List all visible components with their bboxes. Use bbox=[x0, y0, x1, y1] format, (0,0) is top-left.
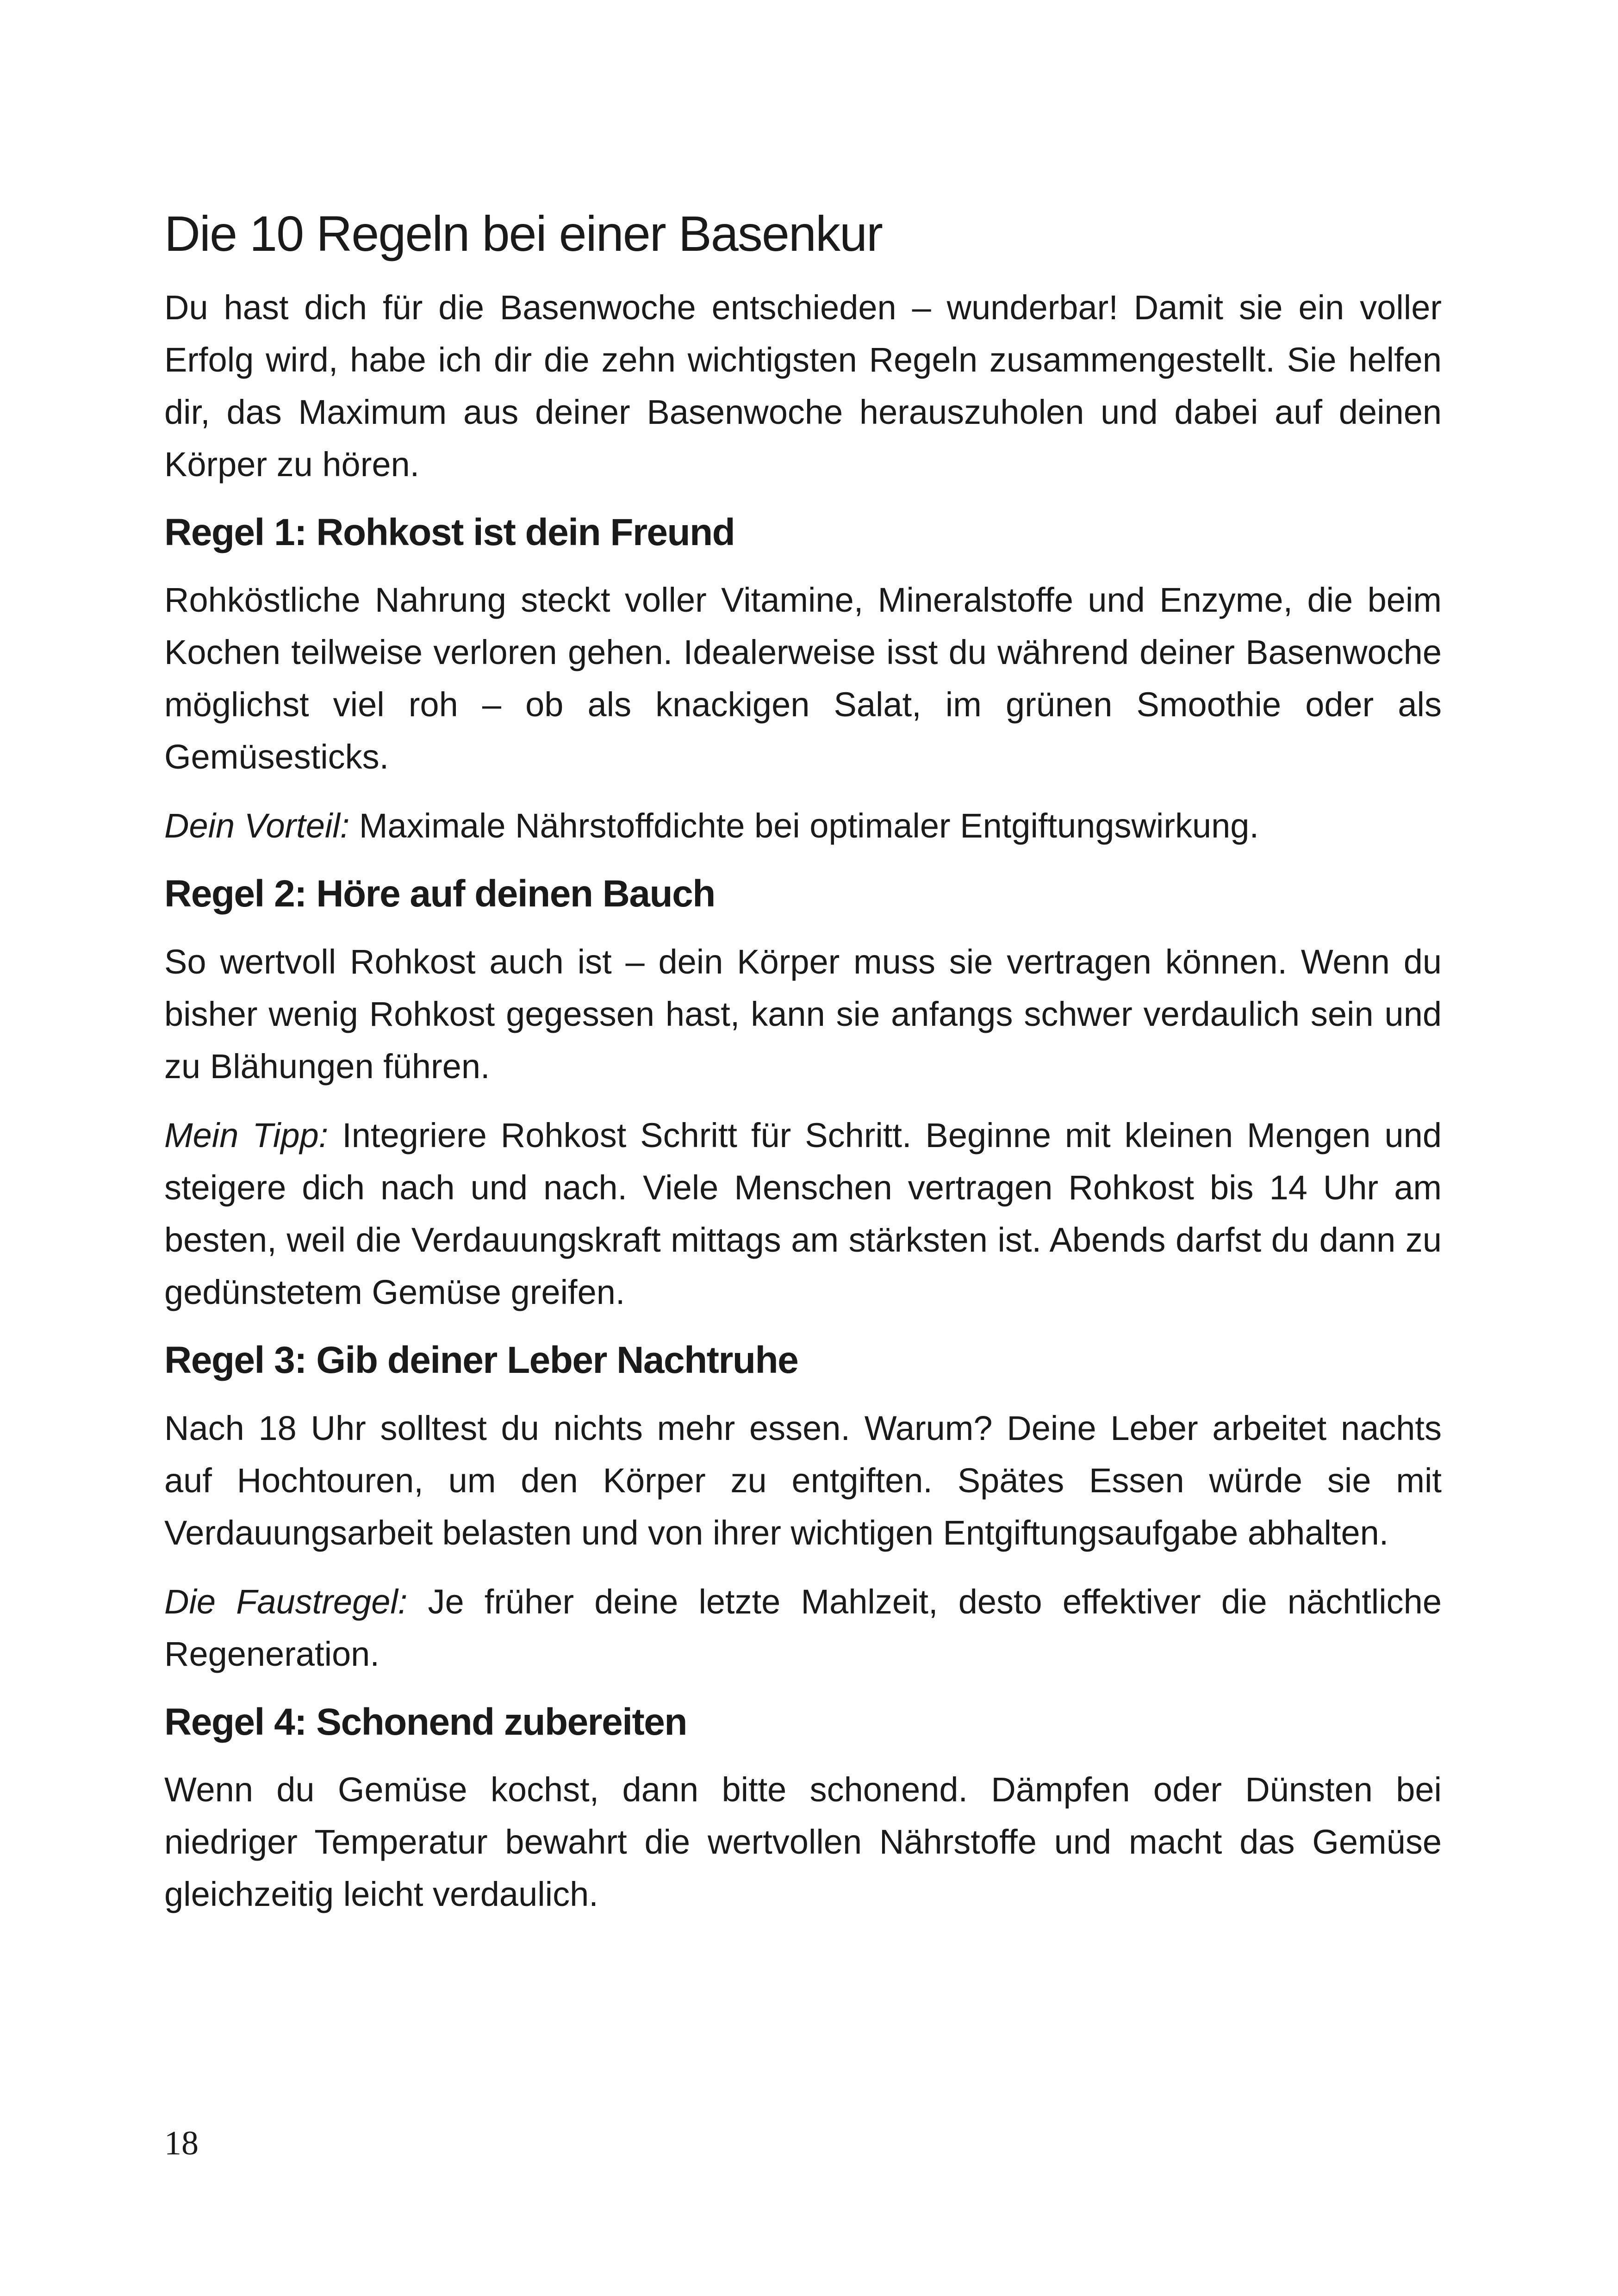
rule-1-note-lead: Dein Vorteil: bbox=[164, 807, 350, 845]
rule-2-body: So wertvoll Rohkost auch ist – dein Körper muss sie vertragen können. Wenn du bisher wenig Rohkost gegessen hast, kann sie anfangs schwer verdaulich sein und zu Blähungen führen. bbox=[164, 942, 1442, 1086]
page-title: Die 10 Regeln bei einer Basenkur bbox=[164, 205, 882, 261]
rule-2-note bbox=[164, 1109, 1442, 1318]
page-content bbox=[164, 204, 1442, 1937]
rule-4-heading: Regel 4: Schonend zubereiten bbox=[164, 1700, 687, 1743]
rule-3-note bbox=[164, 1576, 1442, 1680]
rule-2-note-text: Integriere Rohkost Schritt für Schritt. Beginne mit kleinen Mengen und steigere dich nach und nach. Viele Menschen vertragen Rohkost bis 14 Uhr am besten, weil die Verdauungskraft mittags am stärksten ist. Abends darfst du dann zu gedünstetem Gemüse greifen. bbox=[164, 1116, 1442, 1311]
rule-4-body: Wenn du Gemüse kochst, dann bitte schonend. Dämpfen oder Dünsten bei niedriger Temperatur bewahrt die wertvollen Nährstoffe und macht das Gemüse gleichzeitig leicht verdaulich. bbox=[164, 1770, 1442, 1914]
intro-paragraph: Du hast dich für die Basenwoche entschieden – wunderbar! Damit sie ein voller Erfolg wird, habe ich dir die zehn wichtigsten Regeln zusammengestellt. Sie helfen dir, das Maximum aus deiner Basenwoche herauszuholen und dabei auf deinen Körper zu hören. bbox=[164, 288, 1442, 484]
rule-1-body: Rohköstliche Nahrung steckt voller Vitamine, Mineralstoffe und Enzyme, die beim Kochen teilweise verloren gehen. Idealerweise isst du während deiner Basenwoche möglichst viel roh – ob als knackigen Salat, im grünen Smoothie oder als Gemüsesticks. bbox=[164, 581, 1442, 776]
rule-1-note bbox=[164, 800, 1442, 852]
rule-3-note-lead: Die Faustregel: bbox=[164, 1582, 408, 1621]
rule-1-heading: Regel 1: Rohkost ist dein Freund bbox=[164, 511, 735, 553]
rule-1-note-text: Maximale Nährstoffdichte bei optimaler Entgiftungswirkung. bbox=[349, 807, 1259, 845]
page-number: 18 bbox=[164, 2124, 199, 2162]
rule-2-note-lead: Mein Tipp: bbox=[164, 1116, 329, 1154]
rule-3-note-text: Je früher deine letzte Mahlzeit, desto effektiver die nächtliche Regeneration. bbox=[164, 1582, 1442, 1673]
rule-3-heading: Regel 3: Gib deiner Leber Nachtruhe bbox=[164, 1339, 798, 1381]
rule-3-body: Nach 18 Uhr solltest du nichts mehr essen. Warum? Deine Leber arbeitet nachts auf Hochtouren, um den Körper zu entgiften. Spätes Essen würde sie mit Verdauungsarbeit belasten und von ihrer wichtigen Entgiftungsaufgabe abhalten. bbox=[164, 1409, 1442, 1552]
rule-2-heading: Regel 2: Höre auf deinen Bauch bbox=[164, 873, 715, 915]
